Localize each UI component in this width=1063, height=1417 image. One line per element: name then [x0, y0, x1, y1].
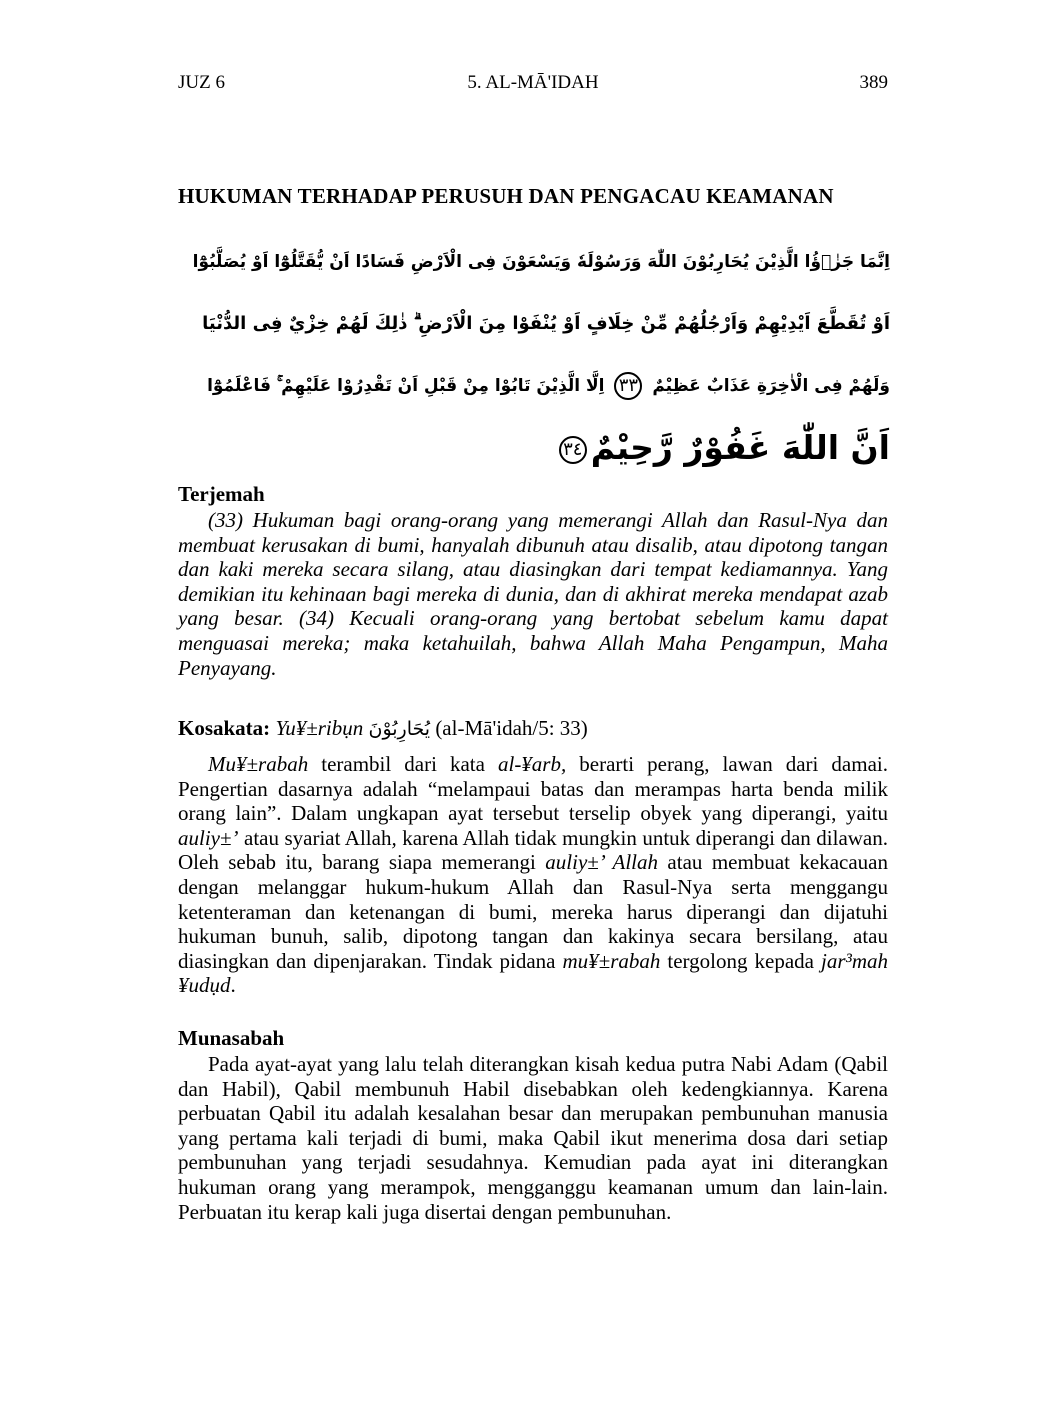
running-header — [178, 72, 888, 100]
term-al-harb: al-¥arb, — [497, 752, 567, 776]
kosakata-comma: , — [391, 825, 397, 850]
arabic-line-4-text: اَنَّ اللّٰهَ غَفُوْرٌ رَّحِيْمٌ — [590, 428, 890, 467]
kosakata-text-3: atau syariat Allah — [238, 825, 392, 850]
kosakata-reference: (al-Mā'idah/5: 33) — [435, 716, 588, 740]
term-murabah-2: mu¥±rabah — [562, 948, 661, 973]
ayah-number-33-marker: ٣٣ — [614, 372, 642, 400]
term-auliya-allah: auliy±’ Allah — [545, 850, 659, 875]
section-title: HUKUMAN TERHADAP PERUSUH DAN PENGACAU KEAMANAN — [178, 184, 834, 208]
arabic-line-3-part-1: وَلَهُمْ فِى الْاٰخِرَةِ عَذَابٌ عَظِيْمٌ — [646, 376, 890, 396]
kosakata-text-5: tergolong kepada — [660, 948, 822, 973]
kosakata-label: Kosakata: — [178, 716, 271, 740]
term-jarimah-hudud: jar³mah ¥udụd — [178, 948, 888, 998]
kosakata-line — [178, 716, 888, 741]
arabic-line-3-part-2: اِلَّا الَّذِيْنَ تَابُوْا مِنْ قَبْلِ اَنْ تَقْدِرُوْا عَلَيْهِمْ ۚ فَاعْلَمُوْٓا — [207, 376, 611, 396]
kosakata-text-3b: karena Allah tidak mungkin untuk diperangi dan dilawan. Oleh sebab itu, barang siapa memerangi — [178, 825, 889, 875]
kosakata-text-2: berarti perang, lawan dari damai. Pengertian dasarnya adalah “melampaui batas dan merampas harta benda milik orang lain”. Dalam ungkapan ayat tersebut terselip obyek yang diperangi, yaitu — [178, 752, 888, 826]
terjemah-heading: Terjemah — [178, 482, 265, 506]
arabic-line-1: اِنَّمَا جَزٰۤؤُا الَّذِيْنَ يُحَارِبُوْنَ اللّٰهَ وَرَسُوْلَهٗ وَيَسْعَوْنَ فِى الْاَرْضِ فَسَادًا اَنْ يُّقَتَّلُوْٓا اَوْ يُصَلَّبُوْٓا — [192, 252, 890, 272]
arabic-line-3 — [207, 356, 890, 416]
kosakata-text-6: . — [230, 973, 236, 998]
munasabah-text: Pada ayat-ayat yang lalu telah diterangkan kisah kedua putra Nabi Adam (Qabil dan Habil), Qabil membunuh Habil disebabkan oleh kedengkiannya. Karena perbuatan Qabil itu adalah kesalahan besar dan merupakan pembunuhan manusia yang pertama kali terjadi di bumi, maka Qabil ikut menerima dosa dari setiap pembunuhan yang terjadi sesudahnya. Kemudian pada ayat ini diterangkan hukuman orang yang merampok, mengganggu keamanan umum dan lain-lain. Perbuatan itu kerap kali juga disertai dengan pembunuhan. — [178, 1052, 888, 1224]
page-number: 389 — [859, 72, 888, 93]
terjemah-text: (33) Hukuman bagi orang-orang yang memerangi Allah dan Rasul-Nya dan membuat kerusakan di bumi, hanyalah dibunuh atau disalib, atau dipotong tangan dan kaki mereka secara silang, atau diasingkan dari tempat kediamannya. Yang demikian itu kehinaan bagi mereka di dunia, dan di akhirat mereka mendapat azab yang besar. (34) Kecuali orang-orang yang bertobat sebelum kamu dapat menguasai mereka; maka ketahuilah, bahwa Allah Maha Pengampun, Maha Penyayang. — [178, 508, 888, 680]
arabic-line-3-text — [207, 376, 890, 396]
kosakata-text-4: atau membuat kekacauan dengan melanggar hukum-hukum Allah dan Rasul-Nya serta menggangu ketenteraman dan ketenangan di bumi, mereka harus diperangi dan dijatuhi hukuman bunuh, salib, dipotong tangan dan kakinya secara bersilang, atau diasingkan dan dipenjarakan. Tindak pidana — [178, 850, 888, 973]
term-murabah: Mu¥±rabah — [208, 752, 309, 776]
ayah-number-34-marker: ٣٤ — [559, 436, 587, 464]
juz-label: JUZ 6 — [178, 72, 225, 93]
arabic-verse-block — [176, 228, 890, 478]
arabic-line-4 — [555, 418, 890, 478]
term-auliya: auliy±’ — [178, 825, 239, 850]
kosakata-term: Yu¥±ribụn — [275, 716, 364, 740]
surah-label: 5. AL-MĀ'IDAH — [467, 72, 599, 93]
kosakata-arabic-term: يُحَارِبُوْنَ — [368, 718, 431, 740]
kosakata-paragraph — [178, 752, 888, 998]
kosakata-text-1: terambil dari kata — [308, 752, 498, 776]
arabic-line-2: اَوْ تُقَطَّعَ اَيْدِيْهِمْ وَاَرْجُلُهُمْ مِّنْ خِلَافٍ اَوْ يُنْفَوْا مِنَ الْاَرْضِ ۗ ذٰلِكَ لَهُمْ خِزْيٌ فِى الدُّنْيَا — [202, 313, 890, 334]
munasabah-heading: Munasabah — [178, 1026, 285, 1050]
